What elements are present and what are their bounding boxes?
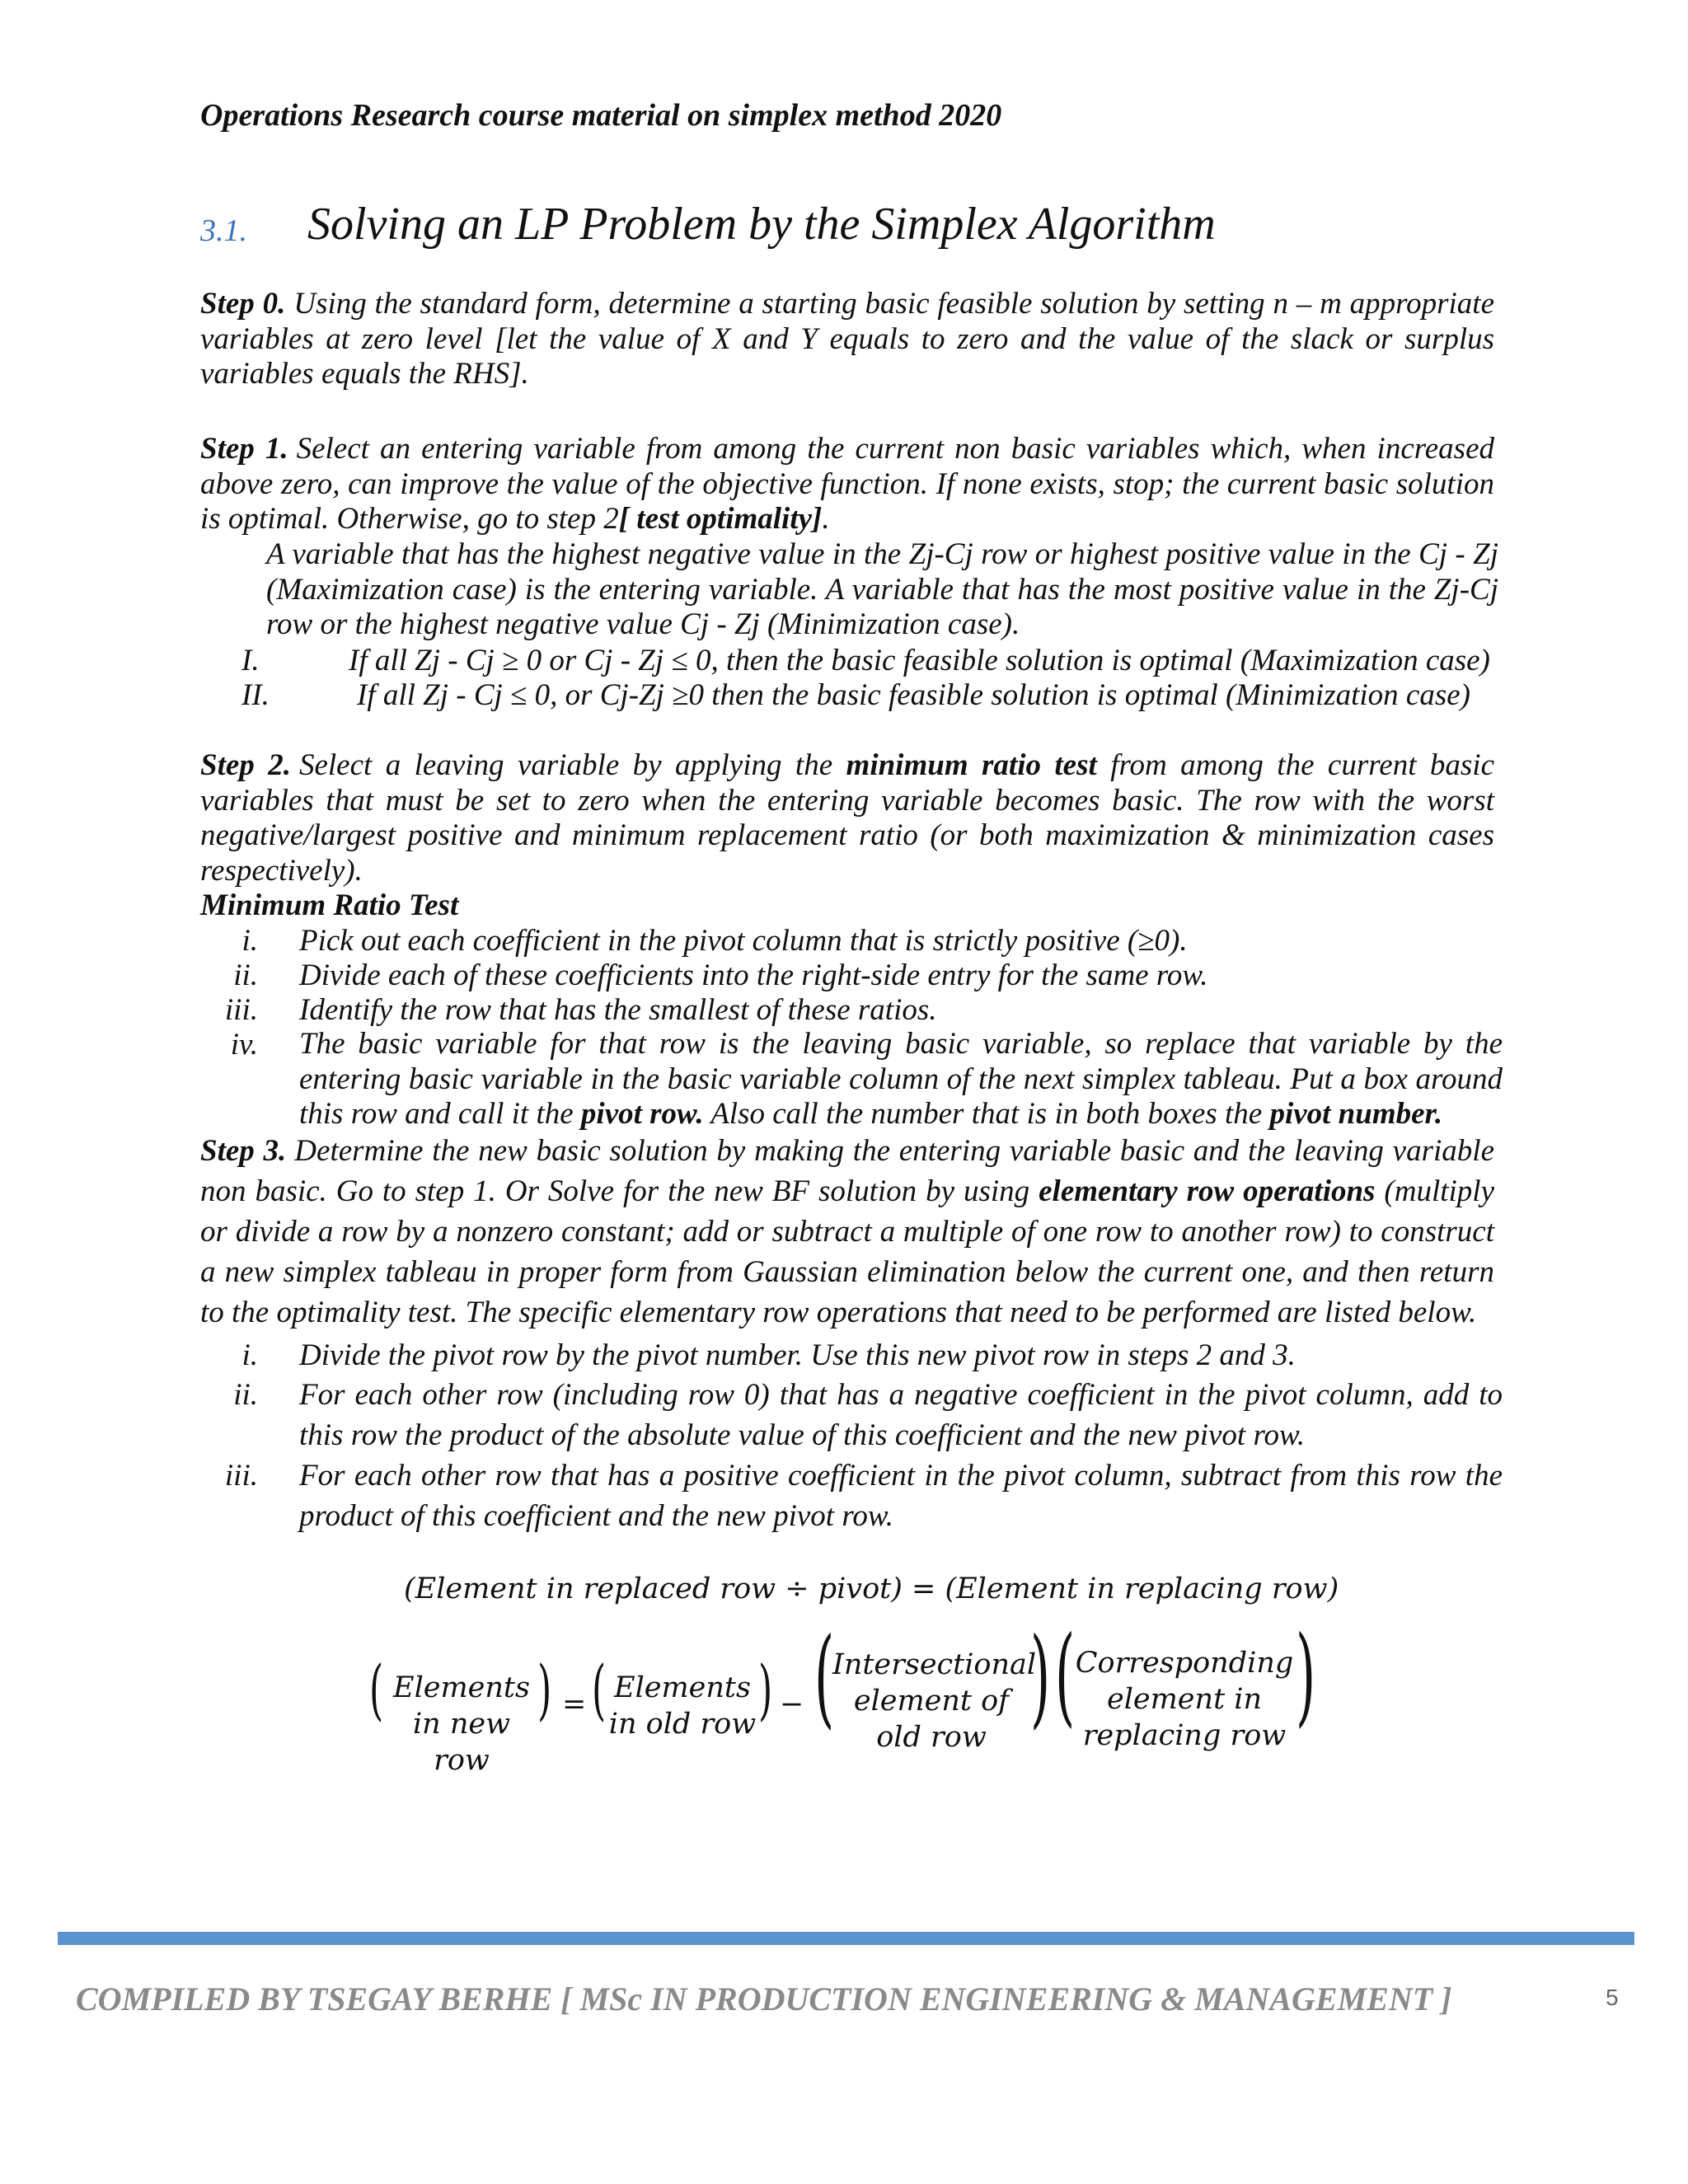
item-text: For each other row that has a positive coefficient in the pivot column, subtract from this row the product of this coefficient and the new pivot row. [299, 1459, 1503, 1533]
pivot-number-term: pivot number. [1269, 1097, 1443, 1131]
case-number: I. [241, 644, 260, 677]
case-text: If all Zj - Cj ≤ 0, or Cj-Zj ≥0 then the basic feasible solution is optimal (Minimization case) [357, 678, 1470, 712]
step-3-text-a: Determine the new basic solution by making the entering variable basic and the leaving variable non basic. Go to step 1. Or Solve for the new BF solution by using [200, 1134, 1494, 1208]
term-new-row [387, 1670, 536, 1779]
term-line: old row [876, 1721, 987, 1754]
item-text: Divide each of these coefficients into the right-side entry for the same row. [299, 958, 1208, 992]
page-number: 5 [1606, 1985, 1619, 2010]
step-3-text-b: (multiply or divide a row by a nonzero constant; add or subtract a multiple of one row to another row) to construct a new simplex tableau in proper form from Gaussian elimination below the current one, and then return to the optimality test. The specific elementary row operations that need to be performed are listed below. [200, 1174, 1494, 1329]
step-1-detail: A variable that has the highest negative value in the Zj-Cj row or highest positive value in the Cj - Zj (Maximization case) is the entering variable. A variable that has the most positive value in the Zj-Cj row or the highest negative value Cj - Zj (Minimization case). [266, 537, 1498, 641]
item-text: Divide the pivot row by the pivot number. Use this new pivot row in steps 2 and 3. [299, 1338, 1296, 1372]
footer-text: COMPILED BY TSEGAY BERHE [ MSc IN PRODUCTION ENGINEERING & MANAGEMENT ] [76, 1980, 1452, 2018]
term-corresponding [1073, 1645, 1296, 1754]
term-line: in new row [412, 1708, 511, 1777]
step-3-label: Step 3. [200, 1134, 287, 1168]
term-line: Elements [614, 1671, 751, 1704]
term-line: Elements [393, 1671, 530, 1704]
item-number: iii. [224, 993, 258, 1027]
section-heading [200, 198, 1667, 260]
step-1-end: . [822, 502, 830, 536]
left-paren: ( [1055, 1611, 1076, 1739]
formula-new-row [363, 1611, 1335, 1777]
step-2-paragraph [200, 748, 1494, 924]
term-line: element in [1107, 1683, 1262, 1716]
term-line: replacing row [1082, 1719, 1287, 1752]
section-title: Solving an LP Problem by the Simplex Algorithm [307, 199, 1216, 250]
step-0-text: Using the standard form, determine a starting basic feasible solution by setting n – m appropriate variables at zero level [let the value of X and Y equals to zero and the value of the slack or surplus variables equals the RHS]. [200, 287, 1495, 391]
item-number: ii. [233, 958, 258, 992]
item-text-b: Also call the number that is in both boxes the [710, 1097, 1263, 1131]
item-number: iv. [230, 1028, 258, 1062]
right-paren: ) [1030, 1613, 1051, 1741]
item-number: i. [241, 924, 258, 958]
step-2-bold: minimum ratio test [846, 748, 1097, 782]
term-line: in old row [608, 1708, 757, 1741]
item-text [299, 1027, 1503, 1132]
equals-sign: = [562, 1688, 587, 1721]
step-1-text: Select an entering variable from among the current non basic variables which, when increased above zero, can improve the value of the objective function. If none exists, stop; the current basic solution is optimal. Otherwise, go to step 2 [200, 432, 1495, 536]
step-1-bold: [ test optimality] [618, 502, 823, 536]
minus-sign: − [780, 1688, 804, 1721]
item-number: ii. [233, 1378, 258, 1412]
pivot-row-term: pivot row. [580, 1097, 704, 1131]
item-text: For each other row (including row 0) that has a negative coefficient in the pivot column, add to this row the product of the absolute value of this coefficient and the new pivot row. [299, 1378, 1503, 1452]
step-2-label: Step 2. [200, 748, 291, 782]
term-intersectional [832, 1647, 1037, 1755]
right-paren: ) [1296, 1611, 1316, 1739]
left-paren: ( [369, 1652, 384, 1729]
footer-bar [58, 1932, 1634, 1945]
item-number: iii. [224, 1459, 258, 1493]
step-0-label: Step 0. [200, 287, 286, 321]
item-number: i. [241, 1338, 258, 1372]
step-0-paragraph [200, 287, 1494, 392]
item-text: Identify the row that has the smallest of these ratios. [299, 993, 937, 1027]
right-paren: ) [537, 1652, 552, 1729]
term-old-row [608, 1670, 757, 1742]
left-paren: ( [814, 1613, 835, 1741]
right-paren: ) [758, 1652, 773, 1729]
item-text-a: The basic variable for that row is the leaving basic variable, so replace that variable by the entering basic variable in the basic variable column of the next simplex tableau. Put a box around this row and call it the [299, 1027, 1503, 1131]
formula-replaced-row: (Element in replaced row ÷ pivot) = (Element in replacing row) [404, 1572, 1339, 1605]
minimum-ratio-test-heading: Minimum Ratio Test [200, 888, 459, 922]
case-number: II. [241, 678, 270, 712]
running-header: Operations Research course material on simplex method 2020 [200, 98, 1002, 133]
term-line: Corresponding [1075, 1647, 1294, 1680]
item-text: Pick out each coefficient in the pivot column that is strictly positive (≥0). [299, 924, 1188, 958]
step-3-bold: elementary row operations [1039, 1174, 1376, 1208]
step-1-label: Step 1. [200, 432, 288, 466]
step-3-paragraph [200, 1131, 1494, 1333]
term-line: Intersectional [832, 1648, 1037, 1681]
step-2-text-b: from among the current basic variables that must be set to zero when the entering variable becomes basic. The row with the worst negative/largest positive and minimum replacement ratio (or both maximization & minimization cases respectively). [200, 748, 1495, 888]
step-2-text-a: Select a leaving variable by applying the [298, 748, 833, 782]
section-number: 3.1. [200, 213, 247, 248]
step-1-paragraph [200, 432, 1494, 537]
left-paren: ( [592, 1652, 607, 1729]
case-text: If all Zj - Cj ≥ 0 or Cj - Zj ≤ 0, then the basic feasible solution is optimal (Maximization case) [349, 644, 1490, 677]
term-line: element of [853, 1685, 1010, 1718]
